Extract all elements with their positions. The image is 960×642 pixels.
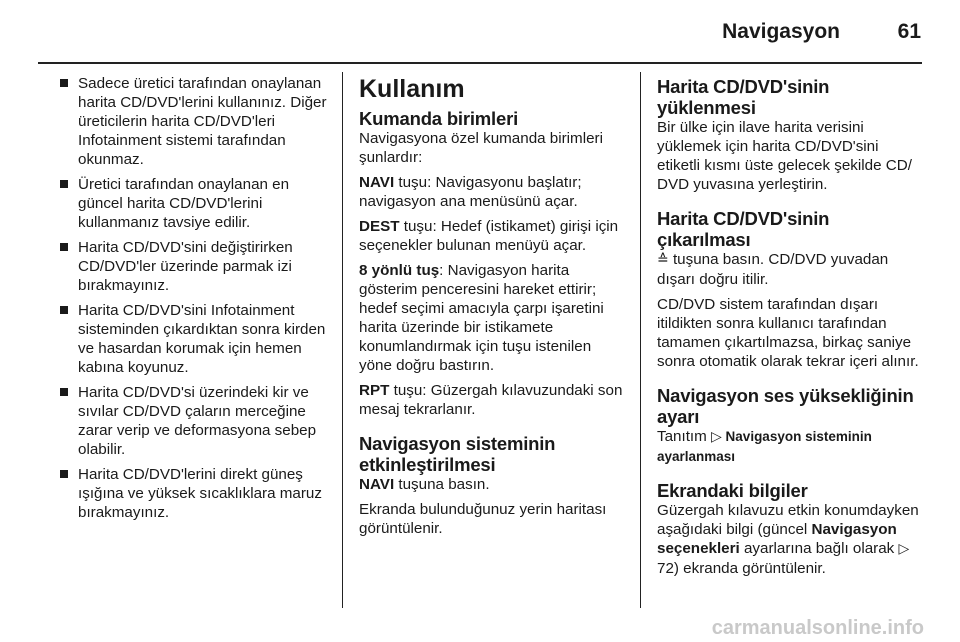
- eject-note: CD/DVD sistem tarafından dışarı itildikten sonra kullanıcı tarafından tamamen çıkartılmazsa, birkaç saniye sonra otomatik olarak tekrar içeri alınır.: [657, 296, 919, 370]
- screen-info-text: Güzergah kılavuzu etkin konumdayken aşağıdaki bilgi (güncel Navigasyon seçenekleri ayarlarına bağlı olarak ▷ 72) ekranda görüntülenir.: [657, 502, 919, 577]
- eject-heading: Harita CD/DVD'sinin çıkarılması: [657, 208, 830, 250]
- list-item: Harita CD/DVD'si üzerindeki kir ve sıvılar CD/DVD çaların merceğine zarar verip ve deformasyona sebep olabilir.: [60, 383, 328, 459]
- eject-instruction: ≙ tuşuna basın. CD/DVD yuvadan dışarı doğru itilir.: [657, 251, 889, 288]
- caution-list: [60, 74, 328, 522]
- navi-key-label: NAVI: [359, 174, 395, 191]
- square-bullet-icon: [60, 243, 68, 251]
- eightway-key-label: 8 yönlü tuş: [359, 262, 440, 279]
- section-title: Kullanım: [359, 75, 465, 103]
- list-item: Harita CD/DVD'lerini direkt güneş ışığına ve yüksek sıcaklıklara maruz bırakmayınız.: [60, 465, 328, 522]
- list-item: Harita CD/DVD'sini değiştirirken CD/DVD'ler üzerinde parmak izi bırakmayınız.: [60, 238, 328, 295]
- load-text: Bir ülke için ilave harita verisini yüklemek için harita CD/DVD'sini etiketli kısmı üste gelecek şekilde CD/ DVD yuvasına yerleştirin.: [657, 119, 912, 193]
- load-heading: Harita CD/DVD'sinin yüklenmesi: [657, 76, 830, 118]
- reference-arrow-icon: ▷: [711, 429, 722, 445]
- volume-ref-link: Navigasyon sisteminin ayarlanması: [657, 429, 872, 464]
- square-bullet-icon: [60, 470, 68, 478]
- reference-arrow-icon: ▷: [898, 541, 910, 557]
- watermark: carmanualsonline.info: [711, 617, 924, 639]
- running-title: Navigasyon: [722, 20, 840, 43]
- square-bullet-icon: [60, 388, 68, 396]
- list-item: Harita CD/DVD'sini Infotainment sisteminden çıkardıktan sonra kirden ve hasardan korumak için hemen kabına koyunuz.: [60, 301, 328, 377]
- page-header: [0, 0, 960, 64]
- volume-reference: Tanıtım ▷ Navigasyon sisteminin ayarlanması: [657, 428, 872, 464]
- activate-heading: Navigasyon sisteminin etkinleştirilmesi: [359, 433, 556, 475]
- eject-icon: ≙: [657, 252, 669, 268]
- column-left: [60, 74, 328, 528]
- dest-key-label: DEST: [359, 218, 400, 235]
- page-number: 61: [897, 20, 921, 43]
- controls-heading: Kumanda birimleri: [359, 108, 519, 129]
- activate-key-label: NAVI: [359, 476, 395, 493]
- square-bullet-icon: [60, 180, 68, 188]
- rpt-key-label: RPT: [359, 382, 390, 399]
- column-right: [657, 76, 925, 584]
- rpt-key-description: RPT tuşu: Güzergah kılavuzundaki son mesaj tekrarlanır.: [359, 382, 623, 418]
- column-divider-1: [342, 72, 343, 608]
- nav-options-label: Navigasyon seçenekleri: [657, 521, 897, 557]
- column-middle: [359, 70, 627, 544]
- dest-key-description: DEST tuşu: Hedef (istikamet) girişi için seçenekler bulunan menüyü açar.: [359, 218, 619, 254]
- screen-info-heading: Ekrandaki bilgiler: [657, 480, 808, 501]
- controls-intro: Navigasyona özel kumanda birimleri şunlardır:: [359, 130, 603, 166]
- volume-heading: Navigasyon ses yüksekliğinin ayarı: [657, 385, 914, 427]
- list-item: Üretici tarafından onaylanan en güncel harita CD/DVD'lerini kullanmanız tavsiye edilir.: [60, 175, 328, 232]
- activate-instruction: NAVI tuşuna basın.: [359, 476, 490, 493]
- column-divider-2: [640, 72, 641, 608]
- square-bullet-icon: [60, 79, 68, 87]
- navi-key-description: NAVI tuşu: Navigasyonu başlatır; navigasyon ana menüsünü açar.: [359, 174, 582, 210]
- eightway-key-description: 8 yönlü tuş: Navigasyon harita gösterim penceresini hareket ettirir; hedef seçimi amacıyla çarpı işaretini harita üzerinde bir istikamete konumlandırmak için tuşu istenilen yöne doğru bastırın.: [359, 262, 604, 374]
- list-item: Sadece üretici tarafından onaylanan harita CD/DVD'lerini kullanınız. Diğer üreticilerin harita CD/DVD'leri Infotainment sistemi tarafından okunmaz.: [60, 74, 328, 169]
- square-bullet-icon: [60, 306, 68, 314]
- header-rule: [38, 62, 922, 64]
- activate-result: Ekranda bulunduğunuz yerin haritası görüntülenir.: [359, 501, 607, 537]
